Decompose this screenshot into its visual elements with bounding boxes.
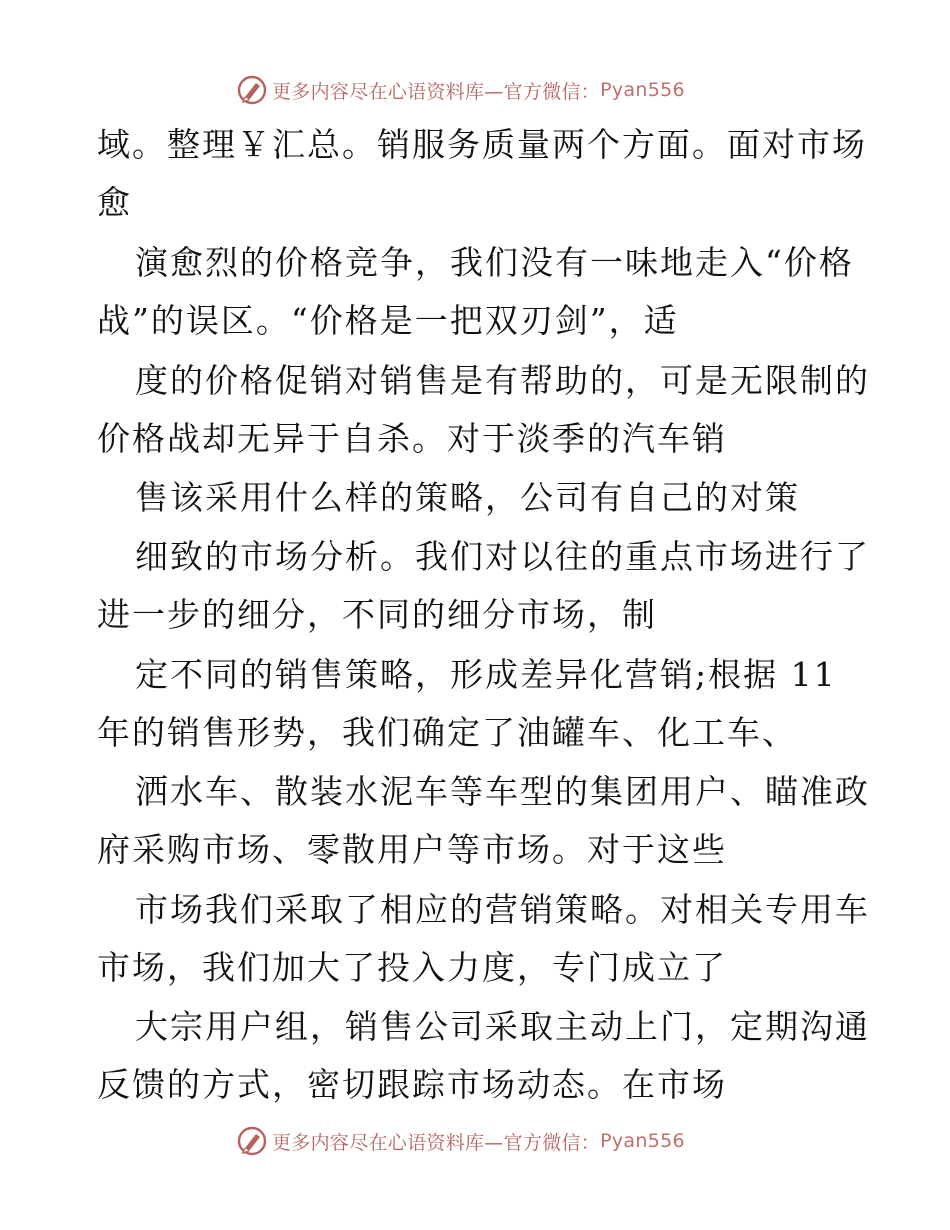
text-line: 愈: [97, 183, 132, 222]
text-line: 域。整理￥汇总。销服务质量两个方面。面对市场: [97, 125, 867, 164]
text-line: 年的销售形势，我们确定了油罐车、化工车、: [97, 713, 797, 752]
watermark-text: 更多内容尽在心语资料库—官方微信：: [272, 80, 601, 103]
text-line: 度的价格促销对销售是有帮助的，可是无限制的: [135, 361, 870, 400]
text-line: 价格战却无异于自杀。对于淡季的汽车销: [97, 419, 727, 458]
wechat-id: Pyan556: [600, 79, 685, 101]
text-line: 市场，我们加大了投入力度，专门成立了: [97, 948, 727, 987]
text-line: 大宗用户组，销售公司采取主动上门，定期沟通: [135, 1007, 870, 1046]
text-line: 演愈烈的价格竞争，我们没有一味地走入“价格: [135, 243, 854, 282]
text-line: 反馈的方式，密切跟踪市场动态。在市场: [97, 1065, 727, 1104]
watermark-text: 更多内容尽在心语资料库—官方微信：: [272, 1131, 601, 1154]
text-line: 售该采用什么样的策略，公司有自己的对策: [135, 478, 800, 517]
text-line: 细致的市场分析。我们对以往的重点市场进行了: [135, 537, 870, 576]
footer-watermark: [236, 1123, 685, 1159]
pen-logo-icon: [236, 1125, 268, 1157]
text-line: 战”的误区。“价格是一把双刃剑”，适: [97, 301, 679, 340]
wechat-id: Pyan556: [600, 1130, 685, 1152]
text-line: 府采购市场、零散用户等市场。对于这些: [97, 830, 727, 869]
pen-logo-icon: [236, 74, 268, 106]
text-line: 市场我们采取了相应的营销策略。对相关专用车: [135, 890, 870, 929]
text-line: 进一步的细分，不同的细分市场，制: [97, 595, 657, 634]
text-line: 洒水车、散装水泥车等车型的集团用户、瞄准政: [135, 772, 870, 811]
header-watermark: [236, 72, 685, 108]
text-line: 定不同的销售策略，形成差异化营销;根据 11: [135, 655, 837, 694]
